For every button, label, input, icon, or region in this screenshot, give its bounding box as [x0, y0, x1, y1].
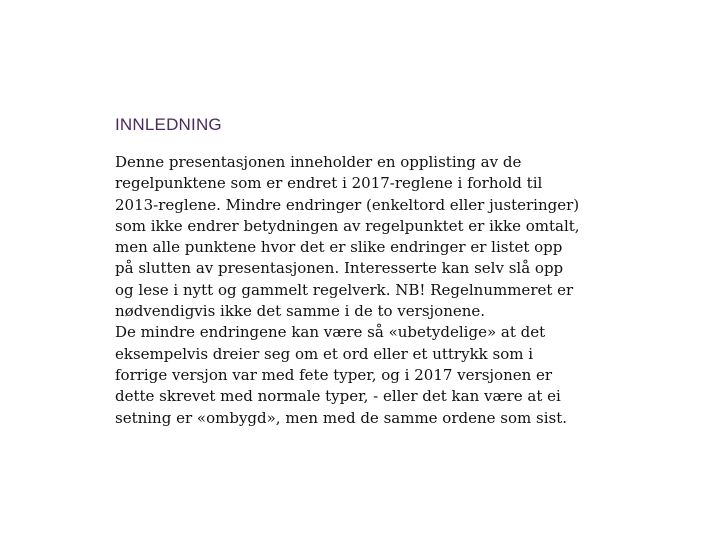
text-line: 2013-reglene. Mindre endringer (enkeltord eller justeringer): [115, 195, 580, 214]
slide-body-text: [115, 152, 690, 429]
text-line: forrige versjon var med fete typer, og i 2017 versjonen er: [115, 365, 553, 384]
text-line: på slutten av presentasjonen. Interesserte kan selv slå opp: [115, 259, 564, 278]
text-line: nødvendigvis ikke det samme i de to versjonene.: [115, 302, 486, 321]
text-line: og lese i nytt og gammelt regelverk. NB! Regelnummeret er: [115, 280, 574, 299]
paragraph-minor-changes: [115, 322, 690, 428]
text-line: De mindre endringene kan være så «ubetydelige» at det: [115, 323, 546, 342]
text-line: regelpunktene som er endret i 2017-reglene i forhold til: [115, 174, 543, 193]
text-line: men alle punktene hvor det er slike endringer er listet opp: [115, 238, 563, 257]
text-line: dette skrevet med normale typer, - eller det kan være at ei: [115, 387, 561, 406]
paragraph-intro: [115, 152, 690, 322]
text-line: eksempelvis dreier seg om et ord eller et uttrykk som i: [115, 344, 534, 363]
text-line: setning er «ombygd», men med de samme ordene som sist.: [115, 408, 568, 427]
text-line: som ikke endrer betydningen av regelpunktet er ikke omtalt,: [115, 216, 580, 235]
text-line: Denne presentasjonen inneholder en opplisting av de: [115, 153, 522, 171]
slide-heading: INNLEDNING: [115, 115, 222, 134]
